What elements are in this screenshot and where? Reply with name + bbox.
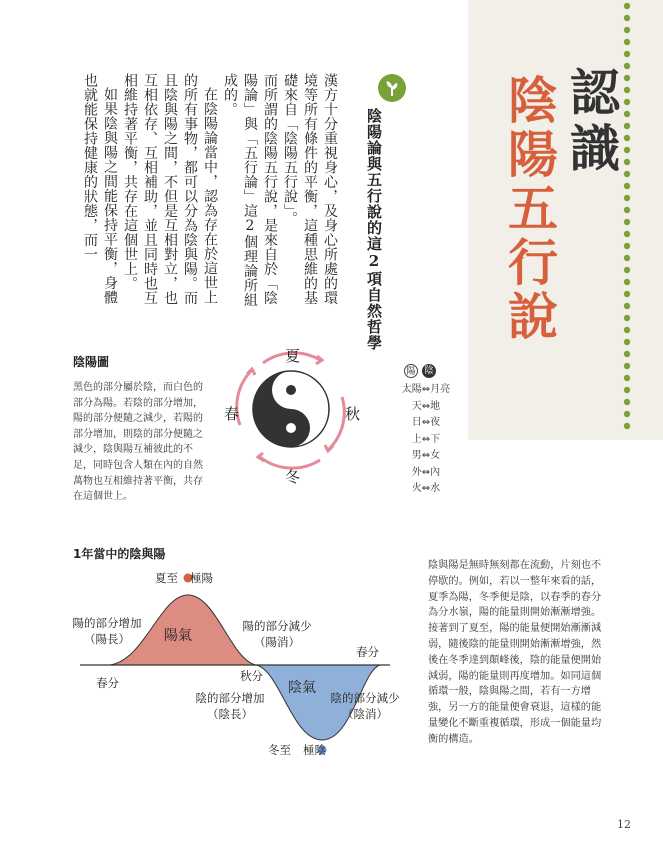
decorative-dot (624, 303, 630, 309)
decorative-dot (624, 207, 630, 213)
spring-equinox-label-right: 春分 (356, 645, 379, 659)
yearly-cycle-diagram (70, 560, 400, 770)
decorative-dot (624, 243, 630, 249)
section-heading: 陰陽論與五行說的這2項自然哲學 (365, 108, 383, 351)
yin-decrease-note: （陰消） (342, 707, 388, 721)
decorative-dot (624, 423, 630, 429)
decorative-dot (624, 3, 630, 9)
yang-chip: 陽 (404, 364, 418, 378)
decorative-dot (624, 183, 630, 189)
decorative-dot (624, 339, 630, 345)
yang-decrease-note: （陽消） (254, 635, 300, 649)
decorative-dot (624, 231, 630, 237)
winter-solstice-label (268, 742, 326, 758)
extreme-yang-text: 極陽 (190, 571, 213, 585)
yang-decrease-label (232, 618, 322, 650)
yang-increase-label (62, 615, 152, 647)
decorative-dot (624, 279, 630, 285)
yinyang-description: 黑色的部分屬於陰，而白色的部分為陽。若陰的部分增加，陽的部分便隨之減少，若陽的部分增加，則陰的部分便隨之減少，陰與陽互補彼此的不足，同時包含人類在內的自然萬物也互相維持著平衡，共存在這個世上。 (73, 382, 203, 503)
list-item: 外⇔內 (411, 466, 441, 478)
body-text (80, 73, 340, 318)
list-item: 男⇔女 (411, 450, 441, 461)
page-title-line-1: 認識 (562, 66, 621, 178)
yang-decrease-text: 陽的部分減少 (242, 619, 312, 633)
list-item: 上⇔下 (411, 433, 441, 445)
yang-increase-text: 陽的部分增加 (72, 616, 142, 630)
yinyang-legend (404, 364, 464, 378)
yang-increase-note: （陽長） (84, 632, 130, 646)
page-number: 12 (617, 818, 631, 831)
body-paragraph: 而所謂的陰陽五行說，是來自於「陰陽論」與「五行論」這2個理論所組成的。 (222, 73, 278, 307)
decorative-dot (624, 255, 630, 261)
body-paragraph: 如果陰與陽之間能保持平衡，身體也就能保持健康的狀態，而一 (82, 73, 118, 305)
winter-solstice-text: 冬至 (268, 743, 291, 757)
yin-decrease-label (320, 690, 410, 722)
summer-solstice-text: 夏至 (155, 571, 178, 585)
decorative-dot (624, 387, 630, 393)
decorative-dot (624, 375, 630, 381)
decorative-dot (624, 327, 630, 333)
yin-increase-label (185, 690, 275, 722)
summer-solstice-label (155, 570, 213, 586)
yin-chip: 陰 (422, 364, 436, 378)
decorative-dot (624, 39, 630, 45)
decorative-dot (624, 411, 630, 417)
decorative-dot (624, 195, 630, 201)
leaf-icon (378, 74, 406, 102)
list-item: 天⇔地 (411, 400, 441, 412)
list-item: 太陽⇔月亮 (401, 384, 451, 395)
yinyang-pairs-list (383, 382, 469, 498)
yin-qi-label: 陰氣 (288, 680, 316, 696)
yinyang-title: 陰陽圖 (73, 355, 110, 369)
spring-equinox-label: 春分 (96, 676, 119, 690)
decorative-dot (624, 363, 630, 369)
decorative-dot (624, 219, 630, 225)
cycle-title: 1年當中的陰與陽 (73, 547, 166, 561)
season-winter: 冬 (285, 468, 301, 486)
yin-increase-note: （陰長） (207, 707, 253, 721)
decorative-dot (624, 351, 630, 357)
list-item: 日⇔夜 (411, 417, 441, 428)
decorative-dot (624, 315, 630, 321)
cycle-description: 陰與陽是無時無刻都在流動，片刻也不停歇的。例如，若以一整年來看的話，夏季為陽，冬季便是陰，以春季的春分為分水嶺，陽的能量則開始漸漸增強。接著到了夏至，陽的能量便開始漸漸減弱，隨後陰的能量則開始漸漸增強，然後在冬季達到顛峰後，陰的能量便開始減弱，陽的能量則再度增加。如同這個循環一般，陰與陽之間，若有一方增強，另一方的能量便會衰退，這樣的能量變化不斷重複循環，形成一個能量均衡的構造。 (428, 560, 602, 745)
body-paragraph: 在陰陽論當中，認為存在於這世上的所有事物，都可以分為陰與陽。而且陰與陽之間，不但是互相對立，也互相依存、互相補助，並且同時也互相維持著平衡，共存在這個世上。 (122, 73, 218, 305)
decorative-dot (624, 15, 630, 21)
page-title-line-2: 陰陽五行說 (500, 74, 559, 344)
decorative-dot (624, 51, 630, 57)
decorative-dot (624, 399, 630, 405)
list-item: 火⇔水 (411, 483, 441, 494)
season-autumn: 秋 (345, 405, 361, 423)
body-paragraph: 漢方十分重視身心，及身心所處的環境等所有條件的平衡，這種思維的基礎來自「陰陽五行說」。 (282, 73, 338, 305)
decorative-dot (624, 27, 630, 33)
decorative-dot (624, 291, 630, 297)
season-summer: 夏 (285, 347, 301, 365)
extreme-yin-text: 極陰 (303, 743, 326, 757)
yin-decrease-text: 陰的部分減少 (330, 691, 400, 705)
decorative-dot (624, 267, 630, 273)
yang-qi-label: 陽氣 (164, 628, 192, 644)
season-spring: 春 (224, 405, 240, 423)
yin-increase-text: 陰的部分增加 (195, 691, 265, 705)
autumn-equinox-label: 秋分 (240, 669, 263, 683)
